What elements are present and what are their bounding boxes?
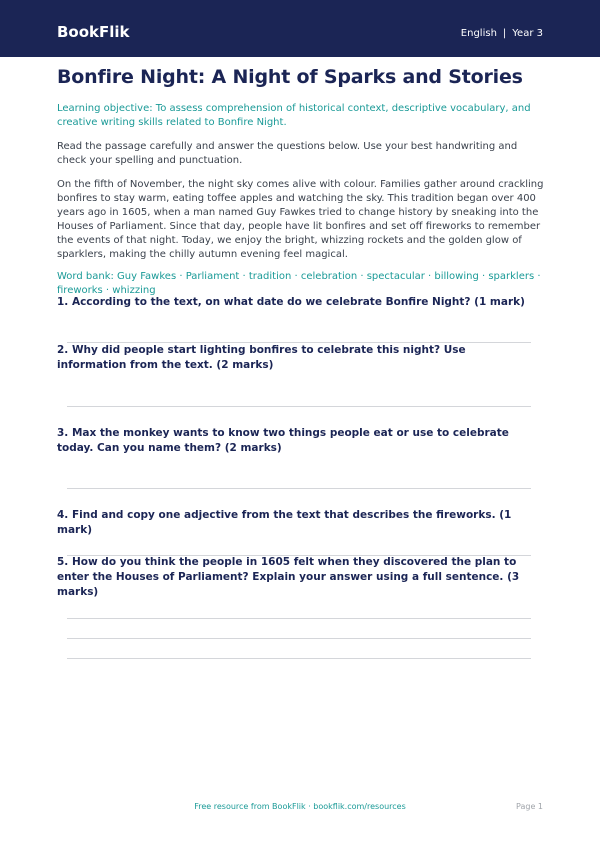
word-bank: Word bank: Guy Fawkes · Parliament · tradition · celebration · spectacular · billowing · sparklers · fireworks · whizzing <box>57 271 541 296</box>
answer-line[interactable] <box>67 638 531 639</box>
question-1: 1. According to the text, on what date do we celebrate Bonfire Night? (1 mark) <box>57 296 525 308</box>
question-5: 5. How do you think the people in 1605 felt when they discovered the plan to enter the Houses of Parliament? Explain your answer using a full sentence. (3 marks) <box>57 556 520 598</box>
footer-resource-link[interactable]: Free resource from BookFlik · bookflik.com/resources <box>194 802 406 811</box>
answer-line[interactable] <box>67 488 531 489</box>
subject-label: English <box>460 28 497 39</box>
answer-line[interactable] <box>67 618 531 619</box>
year-label: Year 3 <box>512 28 543 39</box>
meta-separator: | <box>502 28 507 39</box>
answer-line[interactable] <box>67 658 531 659</box>
instructions: Read the passage carefully and answer the questions below. Use your best handwriting and check your spelling and punctuation. <box>57 141 518 166</box>
worksheet-title: Bonfire Night: A Night of Sparks and Stories <box>57 66 523 88</box>
page-number: Page 1 <box>516 802 543 811</box>
learning-objective: Learning objective: To assess comprehension of historical context, descriptive vocabulary, and creative writing skills related to Bonfire Night. <box>57 103 531 128</box>
question-3: 3. Max the monkey wants to know two things people eat or use to celebrate today. Can you name them? (2 marks) <box>57 427 509 454</box>
answer-line[interactable] <box>67 406 531 407</box>
reading-passage: On the fifth of November, the night sky comes alive with colour. Families gather around crackling bonfires to stay warm, eating toffee apples and watching the sky. This tradition began over 400 years ago in 1605, when a man named Guy Fawkes tried to change history by sneaking into the Houses of Parliament. Since that day, people have lit bonfires and set off fireworks to remember the events of that night. Today, we enjoy the bright, whizzing rockets and the golden glow of sparklers, making the chilly autumn evening feel magical. <box>57 179 544 260</box>
question-2: 2. Why did people start lighting bonfires to celebrate this night? Use information from the text. (2 marks) <box>57 344 466 371</box>
subject-year-label <box>461 28 543 39</box>
brand-logo[interactable]: BookFlik <box>57 23 130 41</box>
top-banner <box>0 0 600 57</box>
worksheet-intro <box>57 63 544 298</box>
question-4: 4. Find and copy one adjective from the text that describes the fireworks. (1 mark) <box>57 509 512 536</box>
